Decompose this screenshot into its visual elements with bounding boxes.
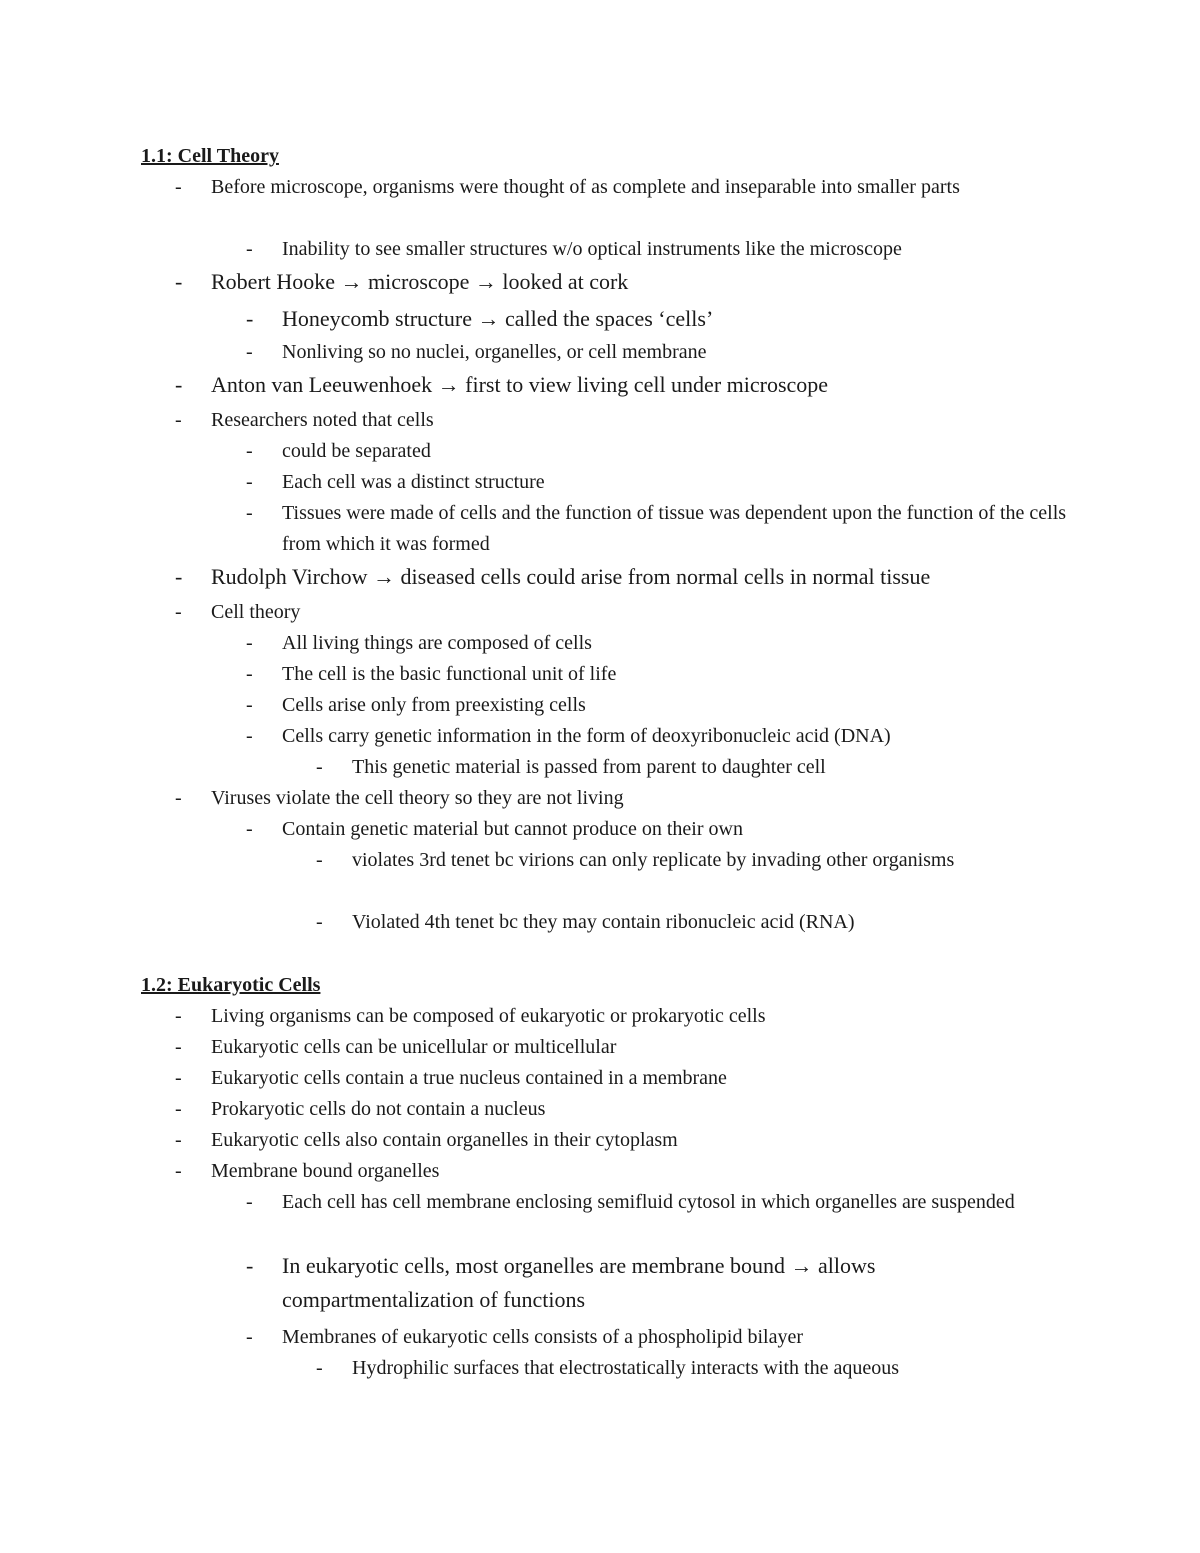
list-item-text: All living things are composed of cells bbox=[282, 632, 592, 654]
list-item bbox=[316, 845, 1072, 876]
list-item-text: Anton van Leeuwenhoek → first to view living cell under microscope bbox=[211, 372, 829, 397]
list-item-text: Eukaryotic cells also contain organelles in their cytoplasm bbox=[211, 1129, 678, 1151]
list-item-text: Cell theory bbox=[211, 601, 301, 623]
list-item-text: Each cell was a distinct structure bbox=[282, 471, 545, 493]
list-item bbox=[246, 628, 1072, 659]
bullet-dash: - bbox=[246, 818, 253, 840]
list-item bbox=[175, 597, 1071, 628]
list-item bbox=[246, 498, 1072, 560]
list-item-text: Nonliving so no nuclei, organelles, or cell membrane bbox=[282, 341, 707, 363]
list-item bbox=[316, 752, 1072, 783]
list-item-text: could be separated bbox=[282, 440, 431, 462]
list-item bbox=[175, 368, 1071, 402]
bullet-dash: - bbox=[316, 1357, 323, 1379]
list-item bbox=[175, 265, 1071, 299]
list-item-text: Researchers noted that cells bbox=[211, 409, 434, 431]
bullet-dash: - bbox=[246, 306, 254, 331]
bullet-dash: - bbox=[316, 911, 323, 933]
bullet-dash: - bbox=[246, 663, 253, 685]
list-item bbox=[246, 337, 1072, 368]
bullet-dash: - bbox=[175, 787, 182, 809]
list-item-text: Violated 4th tenet bc they may contain ribonucleic acid (RNA) bbox=[352, 911, 855, 933]
list-item-text: Tissues were made of cells and the function of tissue was dependent upon the function of the cells from which it was formed bbox=[282, 502, 1067, 555]
list-item-text: Before microscope, organisms were thought of as complete and inseparable into smaller parts bbox=[211, 176, 960, 198]
bullet-dash: - bbox=[246, 341, 253, 363]
list-item-text: Eukaryotic cells can be unicellular or multicellular bbox=[211, 1036, 617, 1058]
list-item-text: This genetic material is passed from parent to daughter cell bbox=[352, 756, 826, 778]
bullet-dash: - bbox=[246, 471, 253, 493]
bullet-dash: - bbox=[246, 632, 253, 654]
list-item-text: Inability to see smaller structures w/o optical instruments like the microscope bbox=[282, 238, 902, 260]
bullet-dash: - bbox=[175, 269, 183, 294]
list-item bbox=[316, 907, 1072, 938]
list-item bbox=[246, 436, 1072, 467]
bullet-dash: - bbox=[246, 1326, 253, 1348]
list-item bbox=[175, 1125, 1071, 1156]
bullet-dash: - bbox=[246, 440, 253, 462]
list-item-text: Hydrophilic surfaces that electrostatically interacts with the aqueous bbox=[352, 1357, 900, 1379]
bullet-dash: - bbox=[246, 725, 253, 747]
list-item-text: Cells carry genetic information in the form of deoxyribonucleic acid (DNA) bbox=[282, 725, 891, 747]
bullet-dash: - bbox=[246, 1191, 253, 1213]
list-item bbox=[246, 467, 1072, 498]
list-item-text: Each cell has cell membrane enclosing semifluid cytosol in which organelles are suspended bbox=[282, 1191, 1015, 1213]
list-item bbox=[246, 690, 1072, 721]
list-item bbox=[175, 172, 1071, 203]
bullet-dash: - bbox=[175, 1005, 182, 1027]
bullet-dash: - bbox=[175, 1067, 182, 1089]
list-item-text: Cells arise only from preexisting cells bbox=[282, 694, 586, 716]
bullet-dash: - bbox=[175, 1036, 182, 1058]
bullet-dash: - bbox=[175, 564, 183, 589]
bullet-dash: - bbox=[175, 409, 182, 431]
list-item bbox=[175, 1094, 1071, 1125]
bullet-dash: - bbox=[246, 694, 253, 716]
list-item-text: Rudolph Virchow → diseased cells could arise from normal cells in normal tissue bbox=[211, 564, 931, 589]
bullet-dash: - bbox=[246, 1253, 254, 1278]
bullet-dash: - bbox=[246, 238, 253, 260]
list-item-text: Membrane bound organelles bbox=[211, 1160, 440, 1182]
bullet-dash: - bbox=[175, 1129, 182, 1151]
list-item bbox=[246, 1322, 1072, 1353]
list-item bbox=[246, 721, 1072, 752]
list-item bbox=[175, 783, 1071, 814]
list-item bbox=[246, 659, 1072, 690]
list-item bbox=[246, 302, 1072, 336]
list-item-text: Contain genetic material but cannot produce on their own bbox=[282, 818, 743, 840]
list-item bbox=[246, 234, 1072, 265]
section-heading: 1.1: Cell Theory bbox=[141, 145, 279, 167]
list-item-text: Living organisms can be composed of eukaryotic or prokaryotic cells bbox=[211, 1005, 766, 1027]
list-item-text: Eukaryotic cells contain a true nucleus contained in a membrane bbox=[211, 1067, 727, 1089]
bullet-dash: - bbox=[175, 601, 182, 623]
list-item bbox=[175, 1032, 1071, 1063]
list-item-text: The cell is the basic functional unit of life bbox=[282, 663, 617, 685]
list-item-text: Viruses violate the cell theory so they are not living bbox=[211, 787, 624, 809]
list-item-text: Prokaryotic cells do not contain a nucleus bbox=[211, 1098, 546, 1120]
list-item bbox=[175, 1156, 1071, 1187]
list-item-text: Membranes of eukaryotic cells consists of a phospholipid bilayer bbox=[282, 1326, 803, 1348]
bullet-dash: - bbox=[246, 502, 253, 524]
list-item bbox=[246, 814, 1072, 845]
list-item bbox=[175, 1063, 1071, 1094]
bullet-dash: - bbox=[316, 756, 323, 778]
bullet-dash: - bbox=[175, 1098, 182, 1120]
list-item bbox=[175, 560, 1071, 594]
bullet-dash: - bbox=[175, 176, 182, 198]
list-item bbox=[175, 405, 1071, 436]
bullet-dash: - bbox=[175, 1160, 182, 1182]
list-item bbox=[175, 1001, 1071, 1032]
list-item bbox=[316, 1353, 1072, 1384]
bullet-dash: - bbox=[316, 849, 323, 871]
list-item bbox=[246, 1249, 1072, 1317]
section-heading: 1.2: Eukaryotic Cells bbox=[141, 974, 321, 996]
list-item-text: violates 3rd tenet bc virions can only replicate by invading other organisms bbox=[352, 849, 955, 871]
list-item-text: Honeycomb structure → called the spaces ‘cells’ bbox=[282, 306, 714, 331]
bullet-dash: - bbox=[175, 372, 183, 397]
list-item bbox=[246, 1187, 1072, 1218]
list-item-text: In eukaryotic cells, most organelles are membrane bound → allows compartmentalization of functions bbox=[282, 1253, 876, 1312]
list-item-text: Robert Hooke → microscope → looked at cork bbox=[211, 269, 629, 294]
